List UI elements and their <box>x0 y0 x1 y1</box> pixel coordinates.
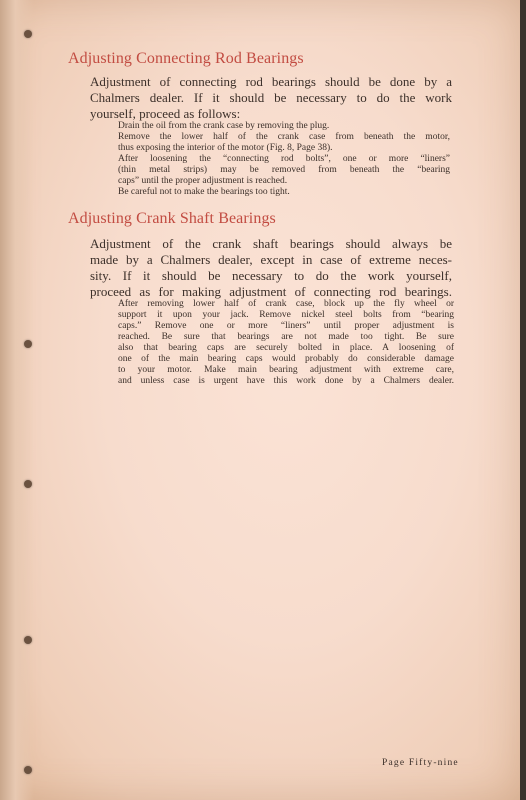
detail-line: support it upon your jack. Remove nickel steel bolts from “bearing <box>118 310 454 320</box>
intro-line: proceed as for making adjustment of connecting rod bearings. <box>90 284 452 299</box>
detail-line: and unless case is urgent have this work done by a Chalmers dealer. <box>118 376 454 386</box>
detail-line: After removing lower half of crank case, block up the fly wheel or <box>118 299 454 309</box>
step-line: Be careful not to make the bearings too tight. <box>118 187 290 197</box>
step-line: (thin metal strips) may be removed from beneath the “bearing <box>118 165 450 175</box>
section-intro-crank-shaft <box>90 236 452 300</box>
binding-stitch <box>24 340 32 348</box>
section-detail-crank-shaft <box>118 299 454 387</box>
detail-line: caps.” Remove one or more “liners” until proper adjustment is <box>118 321 454 331</box>
step-line: Drain the oil from the crank case by removing the plug. <box>118 121 330 131</box>
section-heading-crank-shaft: Adjusting Crank Shaft Bearings <box>68 210 276 227</box>
step-line: After loosening the “connecting rod bolts”, one or more “liners” <box>118 154 450 164</box>
intro-line: Adjustment of connecting rod bearings should be done by a <box>90 74 452 89</box>
page-number: Page Fifty-nine <box>382 758 459 768</box>
detail-line: also that bearing caps are securely bolted in place. A loosening of <box>118 343 454 353</box>
intro-line: yourself, proceed as follows: <box>90 106 241 121</box>
detail-line: one of the main bearing caps would probably do considerable damage <box>118 354 454 364</box>
intro-line: Chalmers dealer. If it should be necessary to do the work <box>90 90 452 105</box>
section-steps-connecting-rod <box>118 121 450 198</box>
detail-line: reached. Be sure that bearings are not made too tight. Be sure <box>118 332 454 342</box>
binding-stitch <box>24 30 32 38</box>
step-line: caps” until the proper adjustment is reached. <box>118 176 288 186</box>
step-line: Remove the lower half of the crank case from beneath the motor, <box>118 132 450 142</box>
page-edge-shadow <box>520 0 526 800</box>
detail-line: to your motor. Make main bearing adjustment with extreme care, <box>118 365 454 375</box>
intro-line: Adjustment of the crank shaft bearings should always be <box>90 236 452 251</box>
binding-stitch <box>24 636 32 644</box>
intro-line: sity. If it should be necessary to do the work yourself, <box>90 268 452 283</box>
step-line: thus exposing the interior of the motor (Fig. 8, Page 38). <box>118 143 333 153</box>
binding-stitch <box>24 480 32 488</box>
section-intro-connecting-rod <box>90 74 452 122</box>
page-spine <box>0 0 34 800</box>
section-heading-connecting-rod: Adjusting Connecting Rod Bearings <box>68 50 304 67</box>
binding-stitch <box>24 766 32 774</box>
intro-line: made by a Chalmers dealer, except in case of extreme neces- <box>90 252 452 267</box>
